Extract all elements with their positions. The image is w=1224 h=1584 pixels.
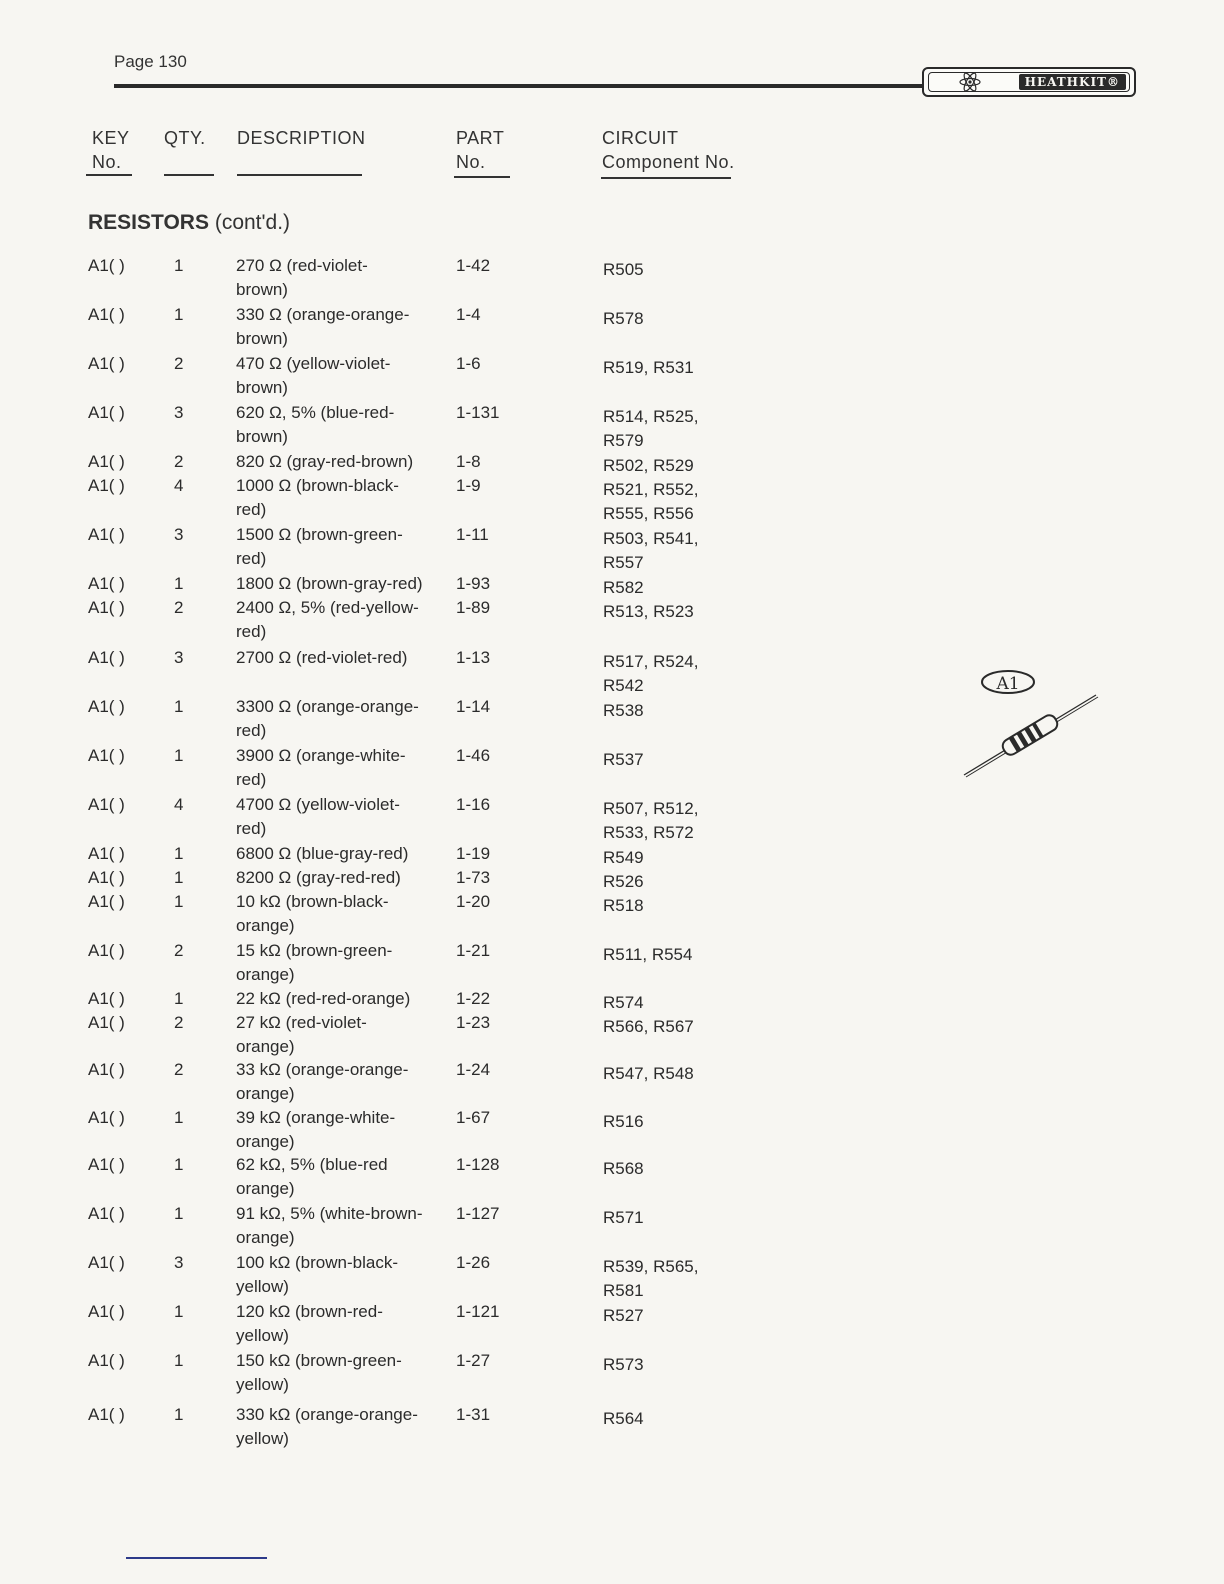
row-qty: 1 — [174, 1405, 184, 1424]
row-description: 91 kΩ, 5% (white-brown- orange) — [236, 1204, 423, 1247]
row-description: 22 kΩ (red-red-orange) — [236, 989, 411, 1008]
header-circuit: CIRCUIT Component No. — [602, 128, 735, 172]
row-description: 1800 Ω (brown-gray-red) — [236, 574, 423, 593]
row-part-number: 1-128 — [456, 1155, 500, 1174]
row-description: 270 Ω (red-violet- brown) — [236, 256, 368, 299]
row-qty: 1 — [174, 1155, 184, 1174]
header-circuit-underline — [601, 177, 731, 179]
table-row — [0, 401, 760, 451]
row-key: A1( ) — [88, 795, 125, 814]
row-circuit-component: R566, R567 — [603, 1017, 694, 1036]
row-part-number: 1-14 — [456, 697, 491, 716]
row-circuit-component: R573 — [603, 1355, 644, 1374]
row-key: A1( ) — [88, 1155, 125, 1174]
row-circuit-component: R505 — [603, 260, 644, 279]
row-circuit-component: R568 — [603, 1159, 644, 1178]
table-row — [0, 474, 760, 524]
row-key: A1( ) — [88, 403, 125, 422]
row-description: 330 kΩ (orange-orange- yellow) — [236, 1405, 418, 1448]
row-key: A1( ) — [88, 305, 125, 324]
row-description: 100 kΩ (brown-black- yellow) — [236, 1253, 398, 1296]
row-key: A1( ) — [88, 746, 125, 765]
table-row — [0, 1202, 760, 1252]
section-title: RESISTORS (cont'd.) — [88, 211, 291, 234]
row-circuit-component: R519, R531 — [603, 358, 694, 377]
row-description: 3900 Ω (orange-white- red) — [236, 746, 406, 789]
row-description: 2400 Ω, 5% (red-yellow- red) — [236, 598, 419, 641]
row-circuit-component: R527 — [603, 1306, 644, 1325]
table-row — [0, 793, 760, 843]
table-row — [0, 1106, 760, 1156]
table-row — [0, 1251, 760, 1301]
row-key: A1( ) — [88, 697, 125, 716]
row-key: A1( ) — [88, 1108, 125, 1127]
brand-name: HEATHKIT® — [1019, 74, 1126, 90]
table-row — [0, 1349, 760, 1399]
row-circuit-component: R521, R552, R555, R556 — [603, 480, 699, 523]
row-part-number: 1-31 — [456, 1405, 491, 1424]
row-circuit-component: R507, R512, R533, R572 — [603, 799, 699, 842]
row-key: A1( ) — [88, 598, 125, 617]
row-description: 150 kΩ (brown-green- yellow) — [236, 1351, 402, 1394]
row-qty: 2 — [174, 354, 184, 373]
row-part-number: 1-11 — [456, 525, 489, 544]
row-part-number: 1-42 — [456, 256, 491, 275]
row-qty: 3 — [174, 525, 184, 544]
row-description: 62 kΩ, 5% (blue-red orange) — [236, 1155, 388, 1198]
row-part-number: 1-24 — [456, 1060, 491, 1079]
row-circuit-component: R564 — [603, 1409, 644, 1428]
row-key: A1( ) — [88, 1013, 125, 1032]
header-rule — [114, 84, 926, 88]
row-part-number: 1-89 — [456, 598, 491, 617]
row-part-number: 1-19 — [456, 844, 491, 863]
row-part-number: 1-8 — [456, 452, 481, 471]
row-part-number: 1-26 — [456, 1253, 491, 1272]
row-qty: 1 — [174, 1351, 184, 1370]
row-part-number: 1-67 — [456, 1108, 491, 1127]
row-qty: 1 — [174, 305, 184, 324]
row-part-number: 1-46 — [456, 746, 491, 765]
row-description: 15 kΩ (brown-green- orange) — [236, 941, 393, 984]
table-row — [0, 596, 760, 646]
table-row — [0, 646, 760, 696]
row-circuit-component: R538 — [603, 701, 644, 720]
row-part-number: 1-16 — [456, 795, 491, 814]
row-description: 8200 Ω (gray-red-red) — [236, 868, 401, 887]
row-key: A1( ) — [88, 452, 125, 471]
callout-label: A1 — [996, 674, 1020, 694]
row-part-number: 1-9 — [456, 476, 481, 495]
table-row — [0, 890, 760, 940]
row-description: 10 kΩ (brown-black- orange) — [236, 892, 389, 935]
row-part-number: 1-22 — [456, 989, 491, 1008]
row-circuit-component: R516 — [603, 1112, 644, 1131]
row-circuit-component: R549 — [603, 848, 644, 867]
row-qty: 1 — [174, 697, 184, 716]
header-description: DESCRIPTION — [237, 128, 366, 148]
row-circuit-component: R503, R541, R557 — [603, 529, 699, 572]
row-part-number: 1-4 — [456, 305, 481, 324]
table-row — [0, 939, 760, 989]
row-circuit-component: R526 — [603, 872, 644, 891]
row-qty: 2 — [174, 598, 184, 617]
row-key: A1( ) — [88, 868, 125, 887]
table-row — [0, 744, 760, 794]
row-description: 820 Ω (gray-red-brown) — [236, 452, 414, 471]
page-number: Page 130 — [114, 52, 187, 71]
row-qty: 2 — [174, 452, 184, 471]
row-part-number: 1-6 — [456, 354, 481, 373]
row-circuit-component: R578 — [603, 309, 644, 328]
row-circuit-component: R517, R524, R542 — [603, 652, 699, 695]
row-circuit-component: R539, R565, R581 — [603, 1257, 699, 1300]
row-key: A1( ) — [88, 354, 125, 373]
table-row — [0, 1153, 760, 1203]
row-part-number: 1-20 — [456, 892, 491, 911]
row-qty: 4 — [174, 795, 184, 814]
row-key: A1( ) — [88, 844, 125, 863]
row-circuit-component: R514, R525, R579 — [603, 407, 699, 450]
header-part: PART No. — [456, 128, 505, 172]
row-qty: 2 — [174, 1060, 184, 1079]
row-part-number: 1-21 — [456, 941, 491, 960]
table-row — [0, 303, 760, 353]
row-qty: 3 — [174, 1253, 184, 1272]
row-key: A1( ) — [88, 1302, 125, 1321]
row-circuit-component: R582 — [603, 578, 644, 597]
row-circuit-component: R537 — [603, 750, 644, 769]
table-row — [0, 254, 760, 304]
row-key: A1( ) — [88, 989, 125, 1008]
row-part-number: 1-93 — [456, 574, 491, 593]
header-key: KEY No. — [92, 128, 130, 172]
atom-icon — [958, 71, 982, 93]
row-qty: 1 — [174, 844, 184, 863]
row-key: A1( ) — [88, 892, 125, 911]
table-row — [0, 1011, 760, 1061]
row-qty: 1 — [174, 1302, 184, 1321]
row-description: 330 Ω (orange-orange- brown) — [236, 305, 410, 348]
row-key: A1( ) — [88, 256, 125, 275]
row-part-number: 1-73 — [456, 868, 491, 887]
row-description: 1500 Ω (brown-green- red) — [236, 525, 403, 568]
row-part-number: 1-13 — [456, 648, 491, 667]
row-circuit-component: R511, R554 — [603, 945, 693, 964]
row-key: A1( ) — [88, 941, 125, 960]
row-qty: 1 — [174, 1108, 184, 1127]
row-circuit-component: R502, R529 — [603, 456, 694, 475]
row-description: 39 kΩ (orange-white- orange) — [236, 1108, 396, 1151]
row-key: A1( ) — [88, 648, 125, 667]
row-qty: 2 — [174, 941, 184, 960]
row-qty: 1 — [174, 256, 184, 275]
row-description: 4700 Ω (yellow-violet- red) — [236, 795, 400, 838]
row-key: A1( ) — [88, 525, 125, 544]
header-description-underline — [237, 174, 362, 176]
row-key: A1( ) — [88, 1351, 125, 1370]
row-circuit-component: R547, R548 — [603, 1064, 694, 1083]
table-row — [0, 1058, 760, 1108]
table-row — [0, 695, 760, 745]
row-part-number: 1-131 — [456, 403, 500, 422]
row-circuit-component: R574 — [603, 993, 644, 1012]
row-description: 33 kΩ (orange-orange- orange) — [236, 1060, 409, 1103]
row-key: A1( ) — [88, 1204, 125, 1223]
row-description: 1000 Ω (brown-black- red) — [236, 476, 399, 519]
row-part-number: 1-23 — [456, 1013, 491, 1032]
row-qty: 1 — [174, 989, 184, 1008]
row-part-number: 1-121 — [456, 1302, 500, 1321]
table-row — [0, 352, 760, 402]
row-description: 470 Ω (yellow-violet- brown) — [236, 354, 391, 397]
header-qty-underline — [164, 174, 214, 176]
row-key: A1( ) — [88, 476, 125, 495]
header-key-underline — [86, 174, 132, 176]
header-part-underline — [454, 176, 510, 178]
resistor-illustration — [960, 665, 1100, 780]
row-description: 2700 Ω (red-violet-red) — [236, 648, 408, 667]
row-qty: 3 — [174, 648, 184, 667]
row-description: 120 kΩ (brown-red- yellow) — [236, 1302, 383, 1345]
row-circuit-component: R571 — [603, 1208, 644, 1227]
heathkit-logo — [922, 67, 1136, 97]
row-key: A1( ) — [88, 574, 125, 593]
row-key: A1( ) — [88, 1253, 125, 1272]
row-description: 27 kΩ (red-violet- orange) — [236, 1013, 367, 1056]
table-row — [0, 523, 760, 573]
row-qty: 1 — [174, 746, 184, 765]
row-qty: 3 — [174, 403, 184, 422]
header-qty: QTY. — [164, 128, 206, 148]
row-qty: 1 — [174, 892, 184, 911]
row-circuit-component: R513, R523 — [603, 602, 694, 621]
row-description: 620 Ω, 5% (blue-red- brown) — [236, 403, 395, 446]
table-row — [0, 1403, 760, 1453]
row-part-number: 1-127 — [456, 1204, 500, 1223]
row-circuit-component: R518 — [603, 896, 644, 915]
row-qty: 4 — [174, 476, 184, 495]
row-description: 6800 Ω (blue-gray-red) — [236, 844, 409, 863]
row-qty: 1 — [174, 1204, 184, 1223]
row-key: A1( ) — [88, 1060, 125, 1079]
row-qty: 1 — [174, 868, 184, 887]
footer-rule — [126, 1557, 267, 1559]
row-part-number: 1-27 — [456, 1351, 491, 1370]
row-key: A1( ) — [88, 1405, 125, 1424]
table-row — [0, 1300, 760, 1350]
row-qty: 2 — [174, 1013, 184, 1032]
row-description: 3300 Ω (orange-orange- red) — [236, 697, 419, 740]
row-qty: 1 — [174, 574, 184, 593]
